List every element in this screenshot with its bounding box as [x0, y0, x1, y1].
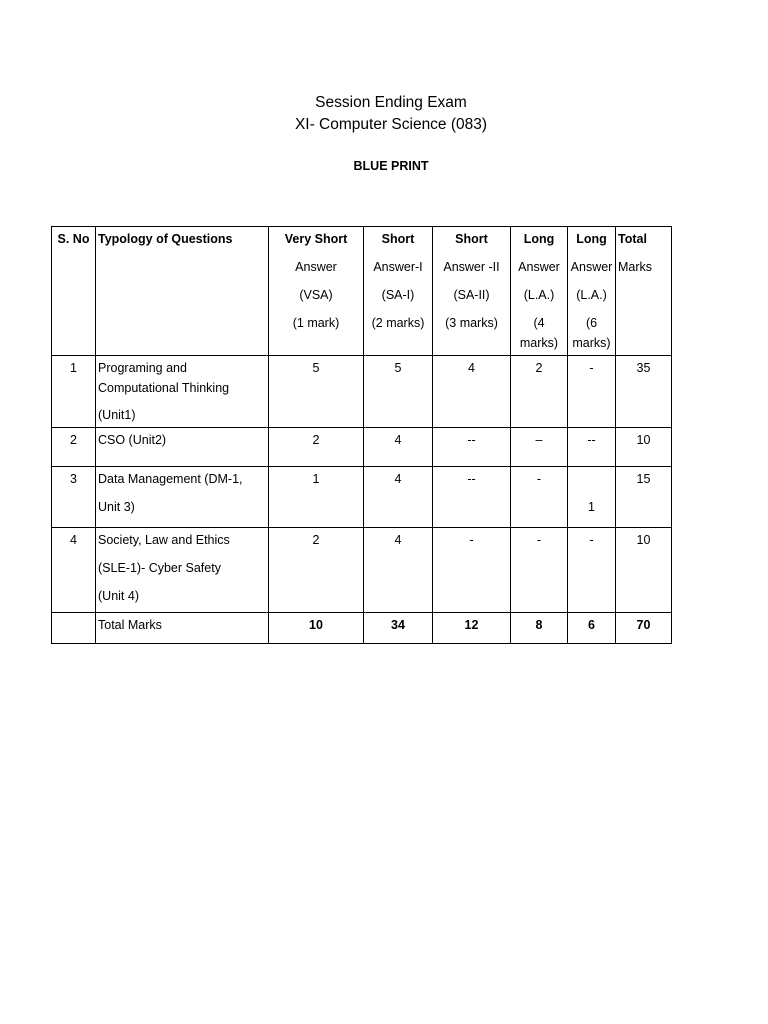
totals-sno-empty — [52, 613, 96, 644]
totals-sa2: 12 — [433, 613, 511, 644]
blueprint-table — [51, 226, 672, 644]
header-sno: S. No — [52, 227, 96, 356]
header-typology: Typology of Questions — [96, 227, 269, 356]
subject-title: XI- Computer Science (083) — [294, 116, 488, 133]
table-row — [52, 467, 672, 528]
totals-la6: 6 — [568, 613, 616, 644]
row-la6: - — [568, 356, 616, 428]
row-sa2: -- — [433, 428, 511, 467]
totals-sa1: 34 — [364, 613, 433, 644]
blue-print-heading: BLUE PRINT — [353, 159, 429, 173]
row-vsa: 5 — [269, 356, 364, 428]
row-sa2: -- — [433, 467, 511, 528]
totals-la4: 8 — [511, 613, 568, 644]
row-typology: Society, Law and Ethics (SLE-1)- Cyber Safety (Unit 4) — [96, 528, 269, 613]
row-la4: 2 — [511, 356, 568, 428]
row-total: 35 — [616, 356, 672, 428]
table-row — [52, 528, 672, 613]
row-sa1: 5 — [364, 356, 433, 428]
row-sa1: 4 — [364, 528, 433, 613]
table-row — [52, 428, 672, 467]
header-la4: Long Answer (L.A.) (4 marks) — [511, 227, 568, 356]
header-total: Total Marks — [616, 227, 672, 356]
header-la6: Long Answer (L.A.) (6 marks) — [568, 227, 616, 356]
row-la6: 1 — [568, 467, 616, 528]
row-la4: – — [511, 428, 568, 467]
totals-total: 70 — [616, 613, 672, 644]
row-total: 10 — [616, 428, 672, 467]
row-typology: CSO (Unit2) — [96, 428, 269, 467]
totals-label: Total Marks — [96, 613, 269, 644]
row-typology: Programing and Computational Thinking (Unit1) — [96, 356, 269, 428]
row-sa1: 4 — [364, 428, 433, 467]
totals-row — [52, 613, 672, 644]
row-sno: 3 — [52, 467, 96, 528]
row-sno: 1 — [52, 356, 96, 428]
header-vsa: Very Short Answer (VSA) (1 mark) — [269, 227, 364, 356]
row-typology: Data Management (DM-1, Unit 3) — [96, 467, 269, 528]
document-title — [0, 92, 768, 136]
row-sa2: - — [433, 528, 511, 613]
row-la6: -- — [568, 428, 616, 467]
table-header-row — [52, 227, 672, 356]
row-sno: 4 — [52, 528, 96, 613]
row-total: 10 — [616, 528, 672, 613]
row-sa1: 4 — [364, 467, 433, 528]
row-la4: - — [511, 467, 568, 528]
row-vsa: 2 — [269, 528, 364, 613]
row-sno: 2 — [52, 428, 96, 467]
row-total: 15 — [616, 467, 672, 528]
row-la4: - — [511, 528, 568, 613]
row-sa2: 4 — [433, 356, 511, 428]
header-sa2: Short Answer -II (SA-II) (3 marks) — [433, 227, 511, 356]
header-sa1: Short Answer-I (SA-I) (2 marks) — [364, 227, 433, 356]
exam-title: Session Ending Exam — [315, 94, 467, 111]
table-row — [52, 356, 672, 428]
row-vsa: 2 — [269, 428, 364, 467]
row-la6: - — [568, 528, 616, 613]
row-vsa: 1 — [269, 467, 364, 528]
totals-vsa: 10 — [269, 613, 364, 644]
